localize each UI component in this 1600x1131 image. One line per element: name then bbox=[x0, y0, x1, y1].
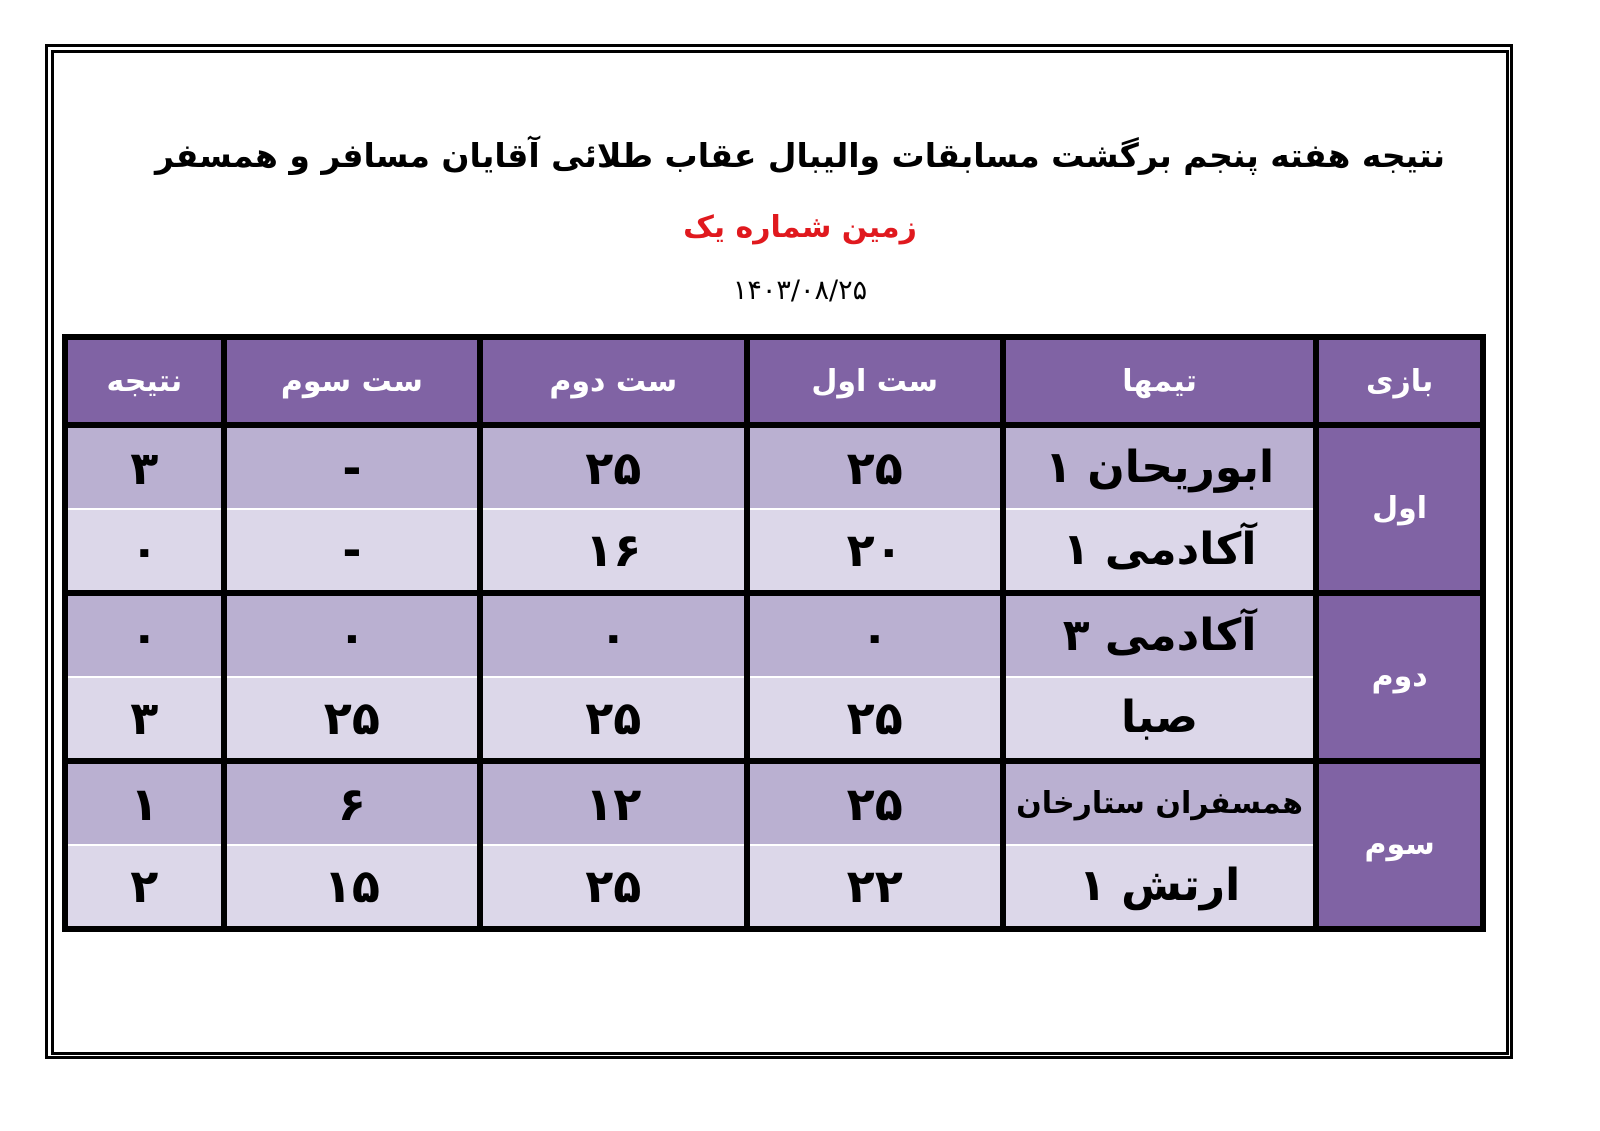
team-cell: آکادمی ۱ bbox=[1006, 510, 1313, 596]
set3-cell: ۰ bbox=[227, 596, 477, 678]
set2-cell: ۱۲ bbox=[483, 764, 744, 846]
result-cell: ۰ bbox=[68, 510, 221, 596]
result-cell: ۰ bbox=[68, 596, 221, 678]
result-cell: ۳ bbox=[68, 678, 221, 764]
header-teams: تیمها bbox=[1006, 334, 1313, 428]
set1-cell: ۰ bbox=[750, 596, 1000, 678]
team-cell: ارتش ۱ bbox=[1006, 846, 1313, 932]
table-row bbox=[68, 596, 1480, 678]
game-label: اول bbox=[1319, 428, 1480, 596]
team-cell: ابوریحان ۱ bbox=[1006, 428, 1313, 510]
game-label: سوم bbox=[1319, 764, 1480, 932]
set2-cell: ۲۵ bbox=[483, 428, 744, 510]
table-row bbox=[68, 678, 1480, 764]
set1-cell: ۲۵ bbox=[750, 764, 1000, 846]
table-row bbox=[68, 846, 1480, 932]
set3-cell: - bbox=[227, 510, 477, 596]
page-title: نتیجه هفته پنجم برگشت مسابقات والیبال عقاب طلائی آقایان مسافر و همسفر bbox=[155, 136, 1445, 175]
set3-cell: ۶ bbox=[227, 764, 477, 846]
set1-cell: ۲۵ bbox=[750, 428, 1000, 510]
header-game: بازی bbox=[1319, 334, 1480, 428]
table-row bbox=[68, 764, 1480, 846]
table-row bbox=[68, 428, 1480, 510]
header-set1: ست اول bbox=[750, 334, 1000, 428]
set3-cell: - bbox=[227, 428, 477, 510]
page-date: ۱۴۰۳/۰۸/۲۵ bbox=[732, 275, 868, 306]
set1-cell: ۲۲ bbox=[750, 846, 1000, 932]
team-cell: صبا bbox=[1006, 678, 1313, 764]
results-table-container bbox=[62, 334, 1486, 932]
set3-cell: ۲۵ bbox=[227, 678, 477, 764]
header-set2: ست دوم bbox=[483, 334, 744, 428]
team-cell: همسفران ستارخان bbox=[1006, 764, 1313, 846]
game-label: دوم bbox=[1319, 596, 1480, 764]
header-result: نتیجه bbox=[68, 334, 221, 428]
set1-cell: ۲۰ bbox=[750, 510, 1000, 596]
set2-cell: ۱۶ bbox=[483, 510, 744, 596]
result-cell: ۳ bbox=[68, 428, 221, 510]
set1-cell: ۲۵ bbox=[750, 678, 1000, 764]
header-set3: ست سوم bbox=[227, 334, 477, 428]
header-row bbox=[68, 334, 1480, 428]
table-row bbox=[68, 510, 1480, 596]
team-cell: آکادمی ۳ bbox=[1006, 596, 1313, 678]
results-table bbox=[62, 334, 1486, 932]
set3-cell: ۱۵ bbox=[227, 846, 477, 932]
page-subtitle: زمین شماره یک bbox=[683, 210, 917, 245]
set2-cell: ۰ bbox=[483, 596, 744, 678]
set2-cell: ۲۵ bbox=[483, 846, 744, 932]
result-cell: ۱ bbox=[68, 764, 221, 846]
set2-cell: ۲۵ bbox=[483, 678, 744, 764]
result-cell: ۲ bbox=[68, 846, 221, 932]
